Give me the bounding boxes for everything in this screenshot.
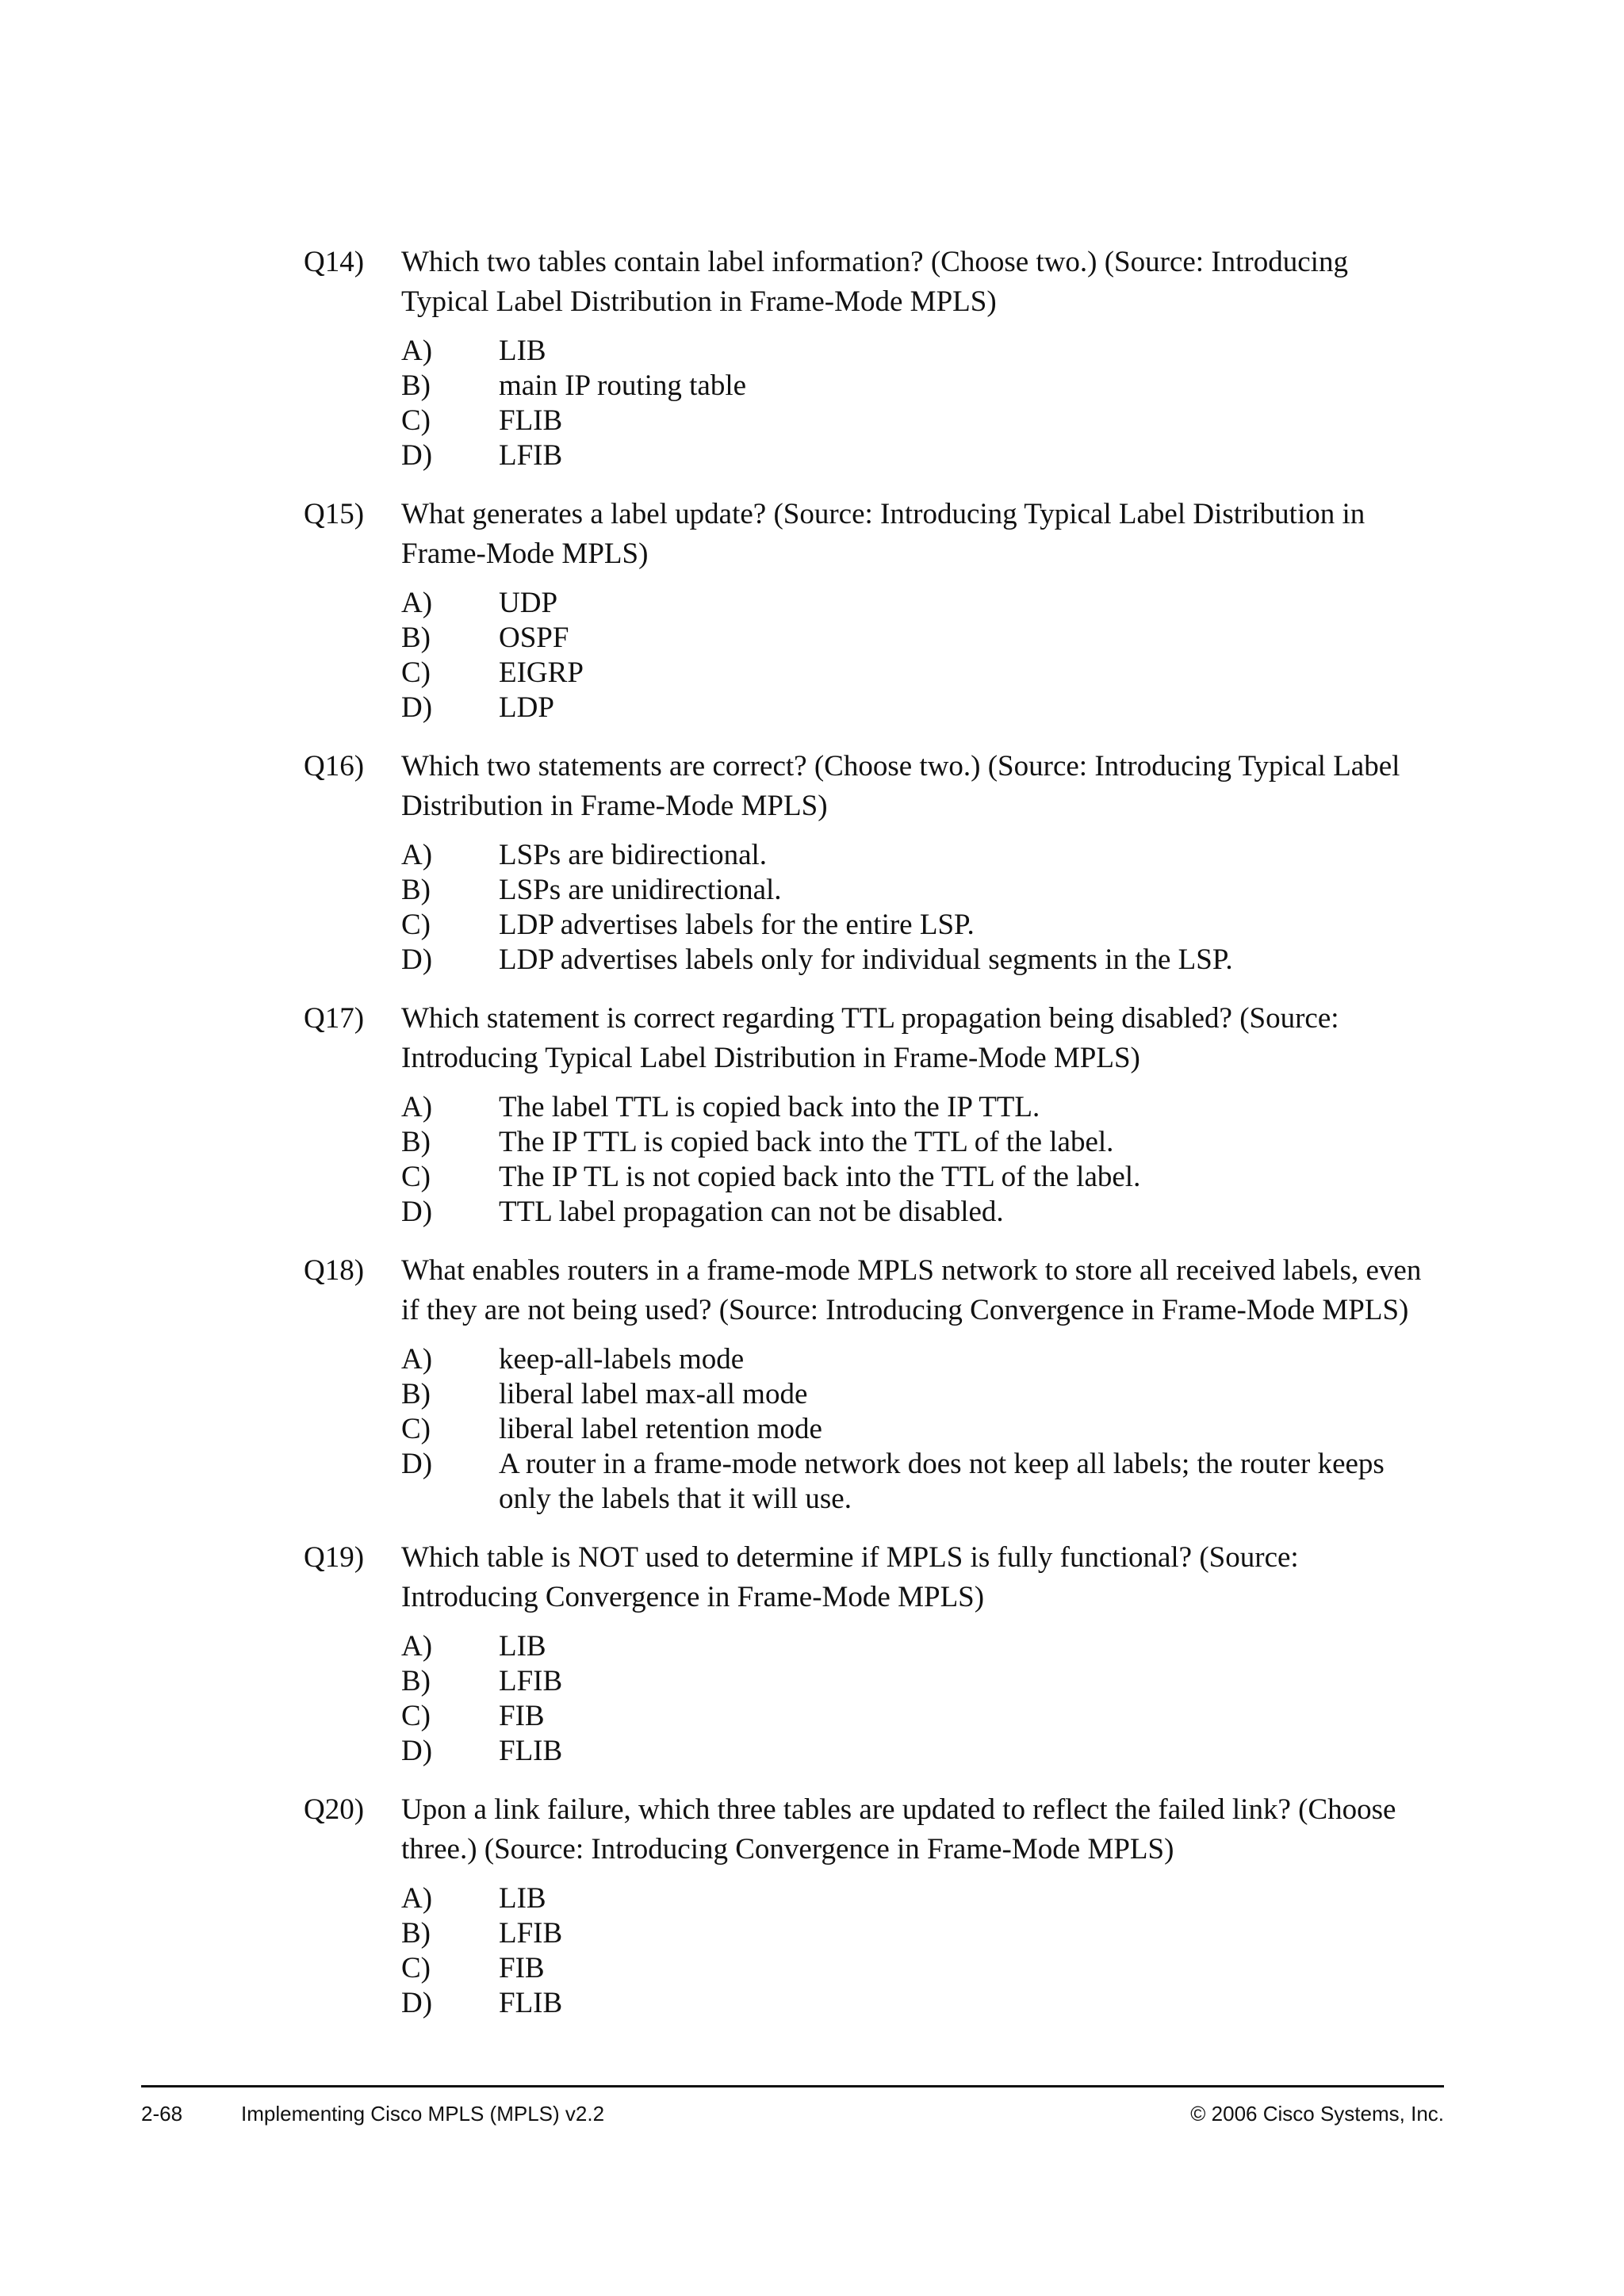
option-text: LIB (499, 335, 546, 367)
answer-option (401, 438, 1446, 473)
option-letter: D) (401, 1987, 433, 2019)
option-letter: D) (401, 943, 433, 976)
answer-option (401, 1881, 1446, 1916)
option-letter: C) (401, 656, 431, 689)
option-text: OSPF (499, 622, 569, 654)
option-letter: C) (401, 909, 431, 941)
option-letter: A) (401, 335, 433, 367)
option-letter: B) (401, 1917, 431, 1950)
question-header (304, 1790, 1446, 1869)
option-text: keep-all-labels mode (499, 1343, 745, 1376)
question (304, 747, 1446, 978)
option-letter: A) (401, 1882, 433, 1915)
question-text: Which table is NOT used to determine if MPLS is fully functional? (Source: Introducing Convergence in Frame-Mode MPLS) (401, 1541, 1299, 1613)
option-text: The IP TTL is copied back into the TTL of the label. (499, 1126, 1114, 1158)
answer-option (401, 1986, 1446, 2021)
option-text: FIB (499, 1952, 545, 1984)
answer-option (401, 1195, 1446, 1230)
answer-option (401, 873, 1446, 908)
answer-options (401, 334, 1446, 473)
question-list (304, 243, 1446, 2042)
option-text: liberal label retention mode (499, 1413, 822, 1445)
answer-option (401, 1412, 1446, 1447)
option-text: LFIB (499, 1917, 563, 1950)
option-letter: A) (401, 839, 433, 871)
option-letter: B) (401, 622, 431, 654)
question (304, 1251, 1446, 1517)
question-header (304, 243, 1446, 322)
footer-divider (141, 2085, 1444, 2087)
answer-option (401, 1699, 1446, 1734)
option-text: FIB (499, 1700, 545, 1732)
question-number: Q14) (304, 246, 365, 278)
answer-option (401, 656, 1446, 691)
question (304, 999, 1446, 1230)
answer-option (401, 1664, 1446, 1699)
answer-option (401, 586, 1446, 621)
question-number: Q18) (304, 1254, 365, 1287)
option-letter: B) (401, 1665, 431, 1697)
answer-option (401, 1377, 1446, 1412)
option-text: The label TTL is copied back into the IP TTL. (499, 1091, 1040, 1123)
page-footer (141, 2099, 1444, 2128)
option-letter: B) (401, 1378, 431, 1410)
option-text: TTL label propagation can not be disabled. (499, 1196, 1004, 1228)
question (304, 1790, 1446, 2021)
option-letter: D) (401, 1735, 433, 1767)
answer-option (401, 1125, 1446, 1160)
question-text: Which statement is correct regarding TTL propagation being disabled? (Source: Introducing Typical Label Distribution in Frame-Mode MPLS) (401, 1002, 1339, 1074)
option-text: LSPs are bidirectional. (499, 839, 768, 871)
option-letter: C) (401, 1161, 431, 1193)
option-letter: C) (401, 1700, 431, 1732)
option-text: LIB (499, 1630, 546, 1663)
answer-option (401, 1342, 1446, 1377)
question (304, 1538, 1446, 1769)
option-letter: A) (401, 1343, 433, 1376)
question (304, 243, 1446, 473)
answer-option (401, 1447, 1446, 1517)
option-text: LFIB (499, 439, 563, 472)
answer-options (401, 838, 1446, 978)
answer-option (401, 1734, 1446, 1769)
question-text: What enables routers in a frame-mode MPLS network to store all received labels, even if they are not being used? (Source: Introducing Convergence in Frame-Mode MPLS) (401, 1254, 1422, 1326)
option-text: A router in a frame-mode network does not keep all labels; the router keeps only the labels that it will use. (499, 1448, 1385, 1515)
option-letter: A) (401, 587, 433, 619)
question-header (304, 1538, 1446, 1617)
footer-copyright: © 2006 Cisco Systems, Inc. (1190, 2102, 1444, 2126)
option-letter: D) (401, 1448, 433, 1480)
option-letter: A) (401, 1091, 433, 1123)
option-letter: B) (401, 1126, 431, 1158)
option-text: The IP TL is not copied back into the TTL of the label. (499, 1161, 1141, 1193)
answer-option (401, 1629, 1446, 1664)
option-letter: C) (401, 1413, 431, 1445)
answer-option (401, 1951, 1446, 1986)
option-text: LDP advertises labels only for individual segments in the LSP. (499, 943, 1233, 976)
footer-page-number: 2-68 (141, 2102, 183, 2126)
option-letter: C) (401, 404, 431, 437)
answer-options (401, 1090, 1446, 1230)
option-text: main IP routing table (499, 369, 747, 402)
option-text: LFIB (499, 1665, 563, 1697)
answer-option (401, 943, 1446, 978)
question-text: Which two statements are correct? (Choose two.) (Source: Introducing Typical Label Distribution in Frame-Mode MPLS) (401, 750, 1400, 822)
option-text: LDP advertises labels for the entire LSP. (499, 909, 975, 941)
option-text: EIGRP (499, 656, 584, 689)
question-number: Q17) (304, 1002, 365, 1035)
option-letter: D) (401, 439, 433, 472)
option-text: LSPs are unidirectional. (499, 874, 782, 906)
answer-option (401, 838, 1446, 873)
answer-options (401, 1342, 1446, 1517)
answer-option (401, 1916, 1446, 1951)
answer-options (401, 1881, 1446, 2021)
option-letter: B) (401, 874, 431, 906)
answer-option (401, 369, 1446, 404)
question-text: What generates a label update? (Source: Introducing Typical Label Distribution in Frame-Mode MPLS) (401, 498, 1365, 570)
question-text: Which two tables contain label information? (Choose two.) (Source: Introducing Typical Label Distribution in Frame-Mode MPLS) (401, 246, 1348, 318)
option-letter: D) (401, 1196, 433, 1228)
answer-option (401, 404, 1446, 438)
option-text: FLIB (499, 1987, 563, 2019)
answer-option (401, 621, 1446, 656)
question-header (304, 747, 1446, 826)
answer-option (401, 1160, 1446, 1195)
option-letter: C) (401, 1952, 431, 1984)
option-text: liberal label max-all mode (499, 1378, 808, 1410)
question-header (304, 1251, 1446, 1330)
question-number: Q16) (304, 750, 365, 783)
answer-options (401, 1629, 1446, 1769)
question-header (304, 495, 1446, 574)
question-text: Upon a link failure, which three tables are updated to reflect the failed link? (Choose three.) (Source: Introducing Convergence in Frame-Mode MPLS) (401, 1793, 1396, 1866)
question-number: Q20) (304, 1793, 365, 1826)
question-number: Q15) (304, 498, 365, 530)
option-text: LDP (499, 691, 554, 724)
option-text: FLIB (499, 404, 563, 437)
option-text: UDP (499, 587, 558, 619)
option-letter: D) (401, 691, 433, 724)
answer-option (401, 691, 1446, 725)
footer-course-title: Implementing Cisco MPLS (MPLS) v2.2 (241, 2102, 605, 2126)
answer-option (401, 334, 1446, 369)
question (304, 495, 1446, 725)
option-letter: B) (401, 369, 431, 402)
option-letter: A) (401, 1630, 433, 1663)
answer-options (401, 586, 1446, 725)
answer-option (401, 1090, 1446, 1125)
answer-option (401, 908, 1446, 943)
question-number: Q19) (304, 1541, 365, 1574)
option-text: FLIB (499, 1735, 563, 1767)
question-header (304, 999, 1446, 1078)
option-text: LIB (499, 1882, 546, 1915)
